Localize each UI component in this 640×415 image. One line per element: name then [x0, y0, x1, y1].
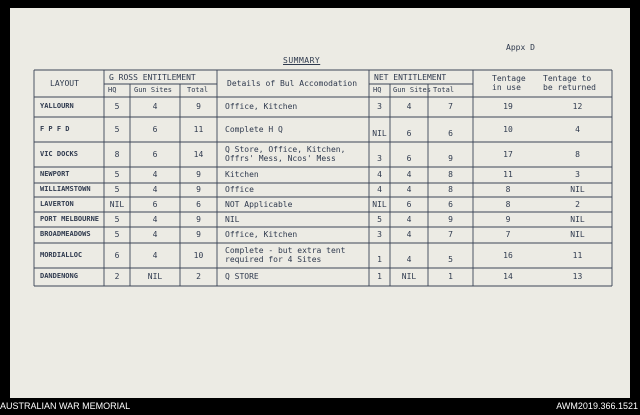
cell-details-line: Q STORE	[225, 272, 259, 281]
cell-n-total: 8	[448, 185, 453, 194]
cell-g-gun: 4	[152, 215, 158, 224]
cell-returned: NIL	[570, 230, 585, 239]
cell-returned: 3	[575, 170, 580, 179]
header-gross-gun-sites: Gun Sites	[134, 86, 172, 94]
cell-g-total: 6	[196, 200, 201, 209]
cell-details-line: NIL	[225, 215, 240, 224]
cell-layout: YALLOURN	[40, 102, 74, 110]
header-nett-entitlement: NET ENTITLEMENT	[374, 73, 447, 82]
cell-returned: NIL	[570, 215, 585, 224]
cell-g-hq: 6	[114, 251, 120, 260]
cell-in-use: 17	[503, 150, 513, 159]
cell-n-gun: 4	[406, 185, 412, 194]
cell-g-total: 9	[196, 215, 201, 224]
cell-layout: NEWPORT	[40, 170, 70, 178]
cell-g-gun: 6	[152, 125, 158, 134]
cell-details-line: Kitchen	[225, 170, 259, 179]
cell-n-gun: 4	[406, 215, 412, 224]
footer-accession-number: AWM2019.366.1521	[556, 401, 638, 411]
header-gross-total: Total	[187, 86, 209, 94]
cell-returned: 2	[575, 200, 580, 209]
cell-in-use: 16	[503, 251, 513, 260]
cell-g-hq: 5	[114, 215, 120, 224]
cell-g-total: 9	[196, 170, 201, 179]
cell-g-gun: 4	[152, 230, 158, 239]
cell-n-hq: NIL	[372, 200, 387, 209]
cell-g-hq: 5	[114, 230, 120, 239]
cell-returned: 8	[575, 150, 580, 159]
cell-in-use: 14	[503, 272, 513, 281]
cell-g-gun: 4	[152, 185, 158, 194]
cell-layout: VIC DOCKS	[40, 150, 78, 158]
cell-g-hq: 5	[114, 170, 120, 179]
cell-details-line: required for 4 Sites	[225, 255, 322, 264]
cell-in-use: 9	[505, 215, 511, 224]
cell-n-hq: 5	[377, 215, 382, 224]
cell-g-gun: 4	[152, 251, 158, 260]
cell-n-hq: 3	[377, 154, 382, 163]
cell-n-gun: 6	[406, 154, 412, 163]
cell-g-hq: NIL	[109, 200, 125, 209]
header-gross-hq: HQ	[108, 86, 117, 94]
cell-n-total: 7	[448, 102, 453, 111]
header-nett-gun-sites: Gun Sites	[393, 86, 431, 94]
cell-n-total: 6	[448, 200, 453, 209]
cell-returned: 11	[572, 251, 583, 260]
cell-n-gun: 4	[406, 255, 412, 264]
cell-layout: MORDIALLOC	[40, 251, 83, 259]
cell-g-total: 9	[196, 185, 201, 194]
appendix-label: Appx D	[506, 43, 535, 52]
cell-layout: BROADMEADOWS	[40, 230, 91, 238]
cell-g-total: 10	[193, 251, 204, 260]
footer-credit: AUSTRALIAN WAR MEMORIAL	[0, 401, 131, 411]
cell-n-gun: 4	[406, 170, 412, 179]
cell-n-total: 9	[448, 215, 453, 224]
cell-n-total: 9	[448, 154, 453, 163]
cell-g-total: 9	[196, 230, 201, 239]
cell-n-gun: 6	[406, 129, 412, 138]
cell-g-gun: NIL	[147, 272, 163, 281]
cell-n-hq: 3	[377, 230, 382, 239]
cell-g-gun: 6	[152, 200, 158, 209]
cell-n-gun: 4	[406, 230, 412, 239]
cell-g-gun: 6	[152, 150, 158, 159]
cell-g-hq: 2	[114, 272, 120, 281]
cell-returned: NIL	[570, 185, 585, 194]
cell-returned: 4	[575, 125, 580, 134]
cell-n-hq: 1	[377, 272, 382, 281]
header-tentage-in-use-2: in use	[492, 83, 521, 92]
cell-g-total: 2	[196, 272, 201, 281]
cell-n-total: 8	[448, 170, 453, 179]
cell-in-use: 8	[505, 185, 511, 194]
header-layout: LAYOUT	[50, 79, 79, 88]
cell-n-total: 6	[448, 129, 453, 138]
cell-layout: DANDENONG	[40, 272, 78, 280]
cell-returned: 12	[572, 102, 583, 111]
cell-layout: F P F D	[40, 125, 70, 133]
header-nett-total: Total	[433, 86, 455, 94]
cell-g-total: 14	[193, 150, 204, 159]
cell-n-hq: 1	[377, 255, 382, 264]
cell-details-line: Office, Kitchen	[225, 230, 298, 239]
cell-layout: LAVERTON	[40, 200, 74, 208]
cell-n-hq: NIL	[372, 129, 387, 138]
cell-g-total: 11	[193, 125, 204, 134]
cell-details-line: Offrs' Mess, Ncos' Mess	[225, 154, 336, 163]
cell-g-hq: 8	[114, 150, 120, 159]
cell-details-line: Complete - but extra tent	[225, 246, 346, 255]
cell-n-gun: 6	[406, 200, 412, 209]
cell-layout: WILLIAMSTOWN	[40, 185, 91, 193]
cell-details-line: Office, Kitchen	[225, 102, 298, 111]
cell-layout: PORT MELBOURNE	[40, 215, 100, 223]
cell-g-hq: 5	[114, 102, 120, 111]
cell-in-use: 8	[505, 200, 511, 209]
header-nett-hq: HQ	[373, 86, 382, 94]
cell-n-hq: 4	[377, 185, 382, 194]
cell-in-use: 7	[505, 230, 511, 239]
header-tentage-returned-1: Tentage to	[543, 74, 592, 83]
cell-n-hq: 4	[377, 170, 382, 179]
cell-details-line: Complete H Q	[225, 125, 283, 134]
cell-n-total: 5	[448, 255, 453, 264]
cell-details-line: NOT Applicable	[225, 200, 293, 209]
header-tentage-returned-2: be returned	[543, 83, 596, 92]
cell-n-hq: 3	[377, 102, 382, 111]
header-gross-entitlement: G ROSS ENTITLEMENT	[109, 73, 196, 82]
cell-n-total: 7	[448, 230, 453, 239]
cell-in-use: 19	[503, 102, 513, 111]
header-tentage-in-use-1: Tentage	[492, 74, 526, 83]
cell-in-use: 10	[503, 125, 513, 134]
cell-n-gun: 4	[406, 102, 412, 111]
cell-g-hq: 5	[114, 185, 120, 194]
cell-g-gun: 4	[152, 170, 158, 179]
cell-in-use: 11	[503, 170, 513, 179]
cell-g-total: 9	[196, 102, 201, 111]
cell-g-hq: 5	[114, 125, 120, 134]
cell-n-gun: NIL	[401, 272, 417, 281]
document-title: SUMMARY	[283, 56, 321, 65]
cell-g-gun: 4	[152, 102, 158, 111]
cell-returned: 13	[572, 272, 583, 281]
cell-details-line: Office	[225, 185, 254, 194]
cell-n-total: 1	[448, 272, 453, 281]
cell-details-line: Q Store, Office, Kitchen,	[225, 145, 346, 154]
header-details: Details of Bul Accomodation	[227, 79, 358, 88]
